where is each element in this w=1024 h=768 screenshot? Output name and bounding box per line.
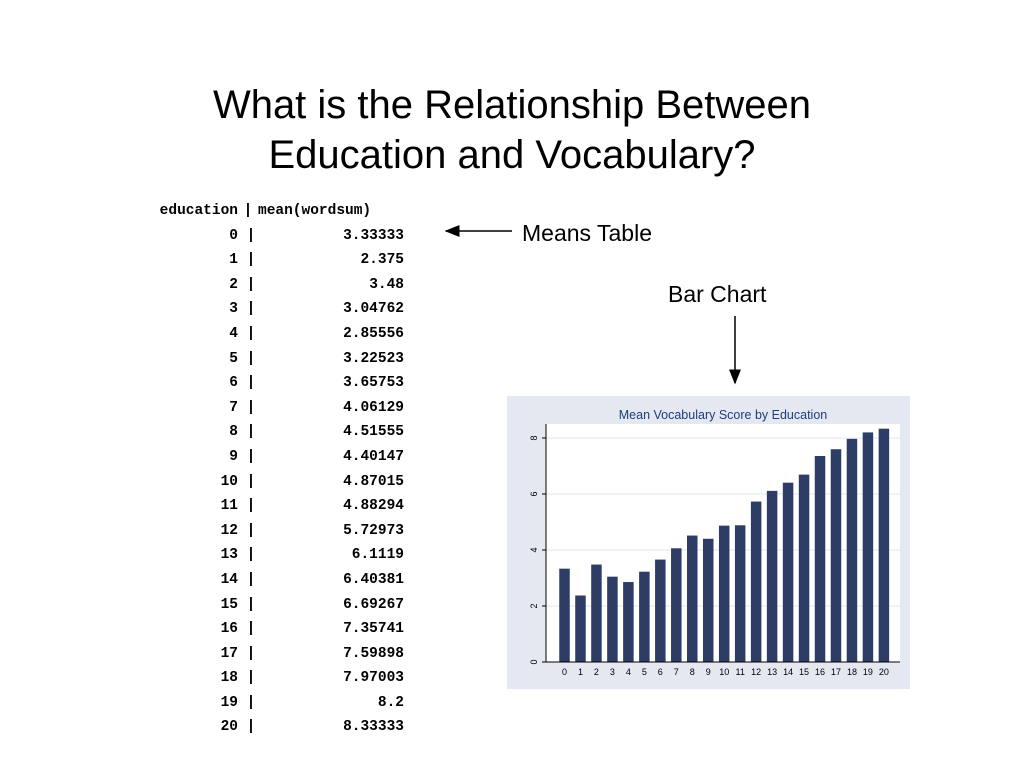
bar-edu-9 (703, 539, 714, 662)
row-separator: | (246, 325, 256, 342)
mean-wordsum-cell: 3.48 (369, 276, 404, 293)
x-tick-label: 10 (719, 667, 730, 677)
x-tick-label: 12 (751, 667, 762, 677)
bar-edu-2 (591, 565, 602, 662)
x-tick-label: 5 (641, 667, 647, 677)
bar-edu-0 (559, 569, 570, 662)
row-separator: | (246, 596, 256, 613)
bar-chart (507, 396, 910, 689)
x-tick-label: 17 (830, 667, 841, 677)
bar-edu-14 (783, 483, 794, 662)
education-cell: 17 (220, 645, 238, 662)
x-tick-label: 13 (767, 667, 778, 677)
bar-edu-5 (639, 572, 650, 662)
education-cell: 14 (220, 571, 238, 588)
row-separator: | (246, 498, 256, 515)
mean-wordsum-cell: 6.40381 (343, 571, 404, 588)
slide-title-line-2: Education and Vocabulary? (268, 133, 756, 177)
education-cell: 7 (229, 399, 238, 416)
row-separator: | (246, 252, 256, 269)
row-separator: | (246, 719, 256, 736)
x-tick-label: 8 (689, 667, 695, 677)
education-cell: 19 (220, 694, 238, 711)
mean-wordsum-cell: 6.69267 (343, 596, 404, 613)
education-cell: 3 (229, 301, 238, 318)
bar-edu-1 (575, 596, 586, 663)
row-separator: | (246, 571, 256, 588)
education-cell: 5 (229, 350, 238, 367)
education-cell: 8 (229, 424, 238, 441)
y-tick-label: 2 (529, 603, 539, 609)
mean-wordsum-cell: 8.33333 (343, 719, 404, 736)
x-tick-label: 16 (815, 667, 826, 677)
education-cell: 10 (220, 473, 238, 490)
bar-edu-16 (815, 456, 826, 662)
education-cell: 11 (220, 498, 238, 515)
row-separator: | (246, 473, 256, 490)
row-separator: | (246, 276, 256, 293)
x-tick-label: 20 (878, 667, 889, 677)
x-tick-label: 3 (609, 667, 615, 677)
education-cell: 4 (229, 325, 238, 342)
bar-edu-8 (687, 536, 698, 662)
x-tick-label: 4 (625, 667, 631, 677)
mean-wordsum-cell: 3.22523 (343, 350, 404, 367)
bar-edu-19 (863, 432, 874, 662)
bar-chart-panel (507, 396, 910, 689)
bar-edu-4 (623, 582, 634, 662)
education-cell: 6 (229, 375, 238, 392)
x-tick-label: 11 (735, 667, 745, 677)
x-tick-label: 6 (657, 667, 663, 677)
y-axis-ticks (529, 435, 546, 664)
mean-wordsum-cell: 3.04762 (343, 301, 404, 318)
x-tick-label: 15 (799, 667, 810, 677)
x-tick-label: 7 (673, 667, 679, 677)
header-mean-wordsum: mean(wordsum) (258, 203, 372, 219)
row-separator: | (246, 424, 256, 441)
row-separator: | (246, 375, 256, 392)
mean-wordsum-cell: 7.59898 (343, 645, 404, 662)
bar-edu-17 (831, 449, 842, 662)
x-axis-ticks (562, 667, 889, 677)
bar-edu-7 (671, 548, 682, 662)
education-cell: 12 (220, 522, 238, 539)
mean-wordsum-cell: 3.65753 (343, 375, 404, 392)
row-separator: | (246, 670, 256, 687)
bar-edu-10 (719, 526, 730, 662)
y-tick-label: 8 (529, 435, 539, 441)
education-cell: 16 (220, 621, 238, 638)
education-cell: 15 (220, 596, 238, 613)
x-tick-label: 0 (561, 667, 568, 677)
row-separator: | (246, 399, 256, 416)
mean-wordsum-cell: 7.35741 (343, 621, 404, 638)
bar-edu-3 (607, 577, 618, 662)
mean-wordsum-cell: 4.40147 (343, 448, 404, 465)
education-cell: 13 (220, 547, 238, 564)
bar-edu-11 (735, 525, 746, 662)
x-tick-label: 1 (577, 667, 583, 677)
bar-edu-18 (847, 439, 858, 662)
row-separator: | (246, 522, 256, 539)
means-table-callout: Means Table (522, 220, 652, 246)
header-separator: | (243, 203, 253, 219)
mean-wordsum-cell: 6.1119 (351, 547, 404, 564)
education-cell: 0 (229, 227, 238, 244)
mean-wordsum-cell: 4.87015 (343, 473, 404, 490)
row-separator: | (246, 301, 256, 318)
row-separator: | (246, 645, 256, 662)
education-cell: 20 (220, 719, 238, 736)
y-tick-label: 4 (529, 547, 539, 553)
mean-wordsum-cell: 7.97003 (343, 670, 404, 687)
x-tick-label: 14 (783, 667, 794, 677)
bar-edu-20 (879, 429, 890, 662)
education-cell: 1 (229, 252, 238, 269)
mean-wordsum-cell: 5.72973 (343, 522, 404, 539)
row-separator: | (246, 350, 256, 367)
education-cell: 2 (229, 276, 238, 293)
education-cell: 18 (220, 670, 238, 687)
row-separator: | (246, 227, 256, 244)
bar-edu-15 (799, 475, 810, 662)
education-cell: 9 (229, 448, 238, 465)
row-separator: | (246, 694, 256, 711)
mean-wordsum-cell: 3.33333 (343, 227, 404, 244)
mean-wordsum-cell: 4.88294 (343, 498, 404, 515)
row-separator: | (246, 621, 256, 638)
y-tick-label: 6 (529, 491, 539, 497)
mean-wordsum-cell: 2.375 (360, 252, 404, 269)
x-tick-label: 18 (846, 667, 857, 677)
header-education: education (159, 203, 238, 219)
row-separator: | (246, 448, 256, 465)
bar-edu-6 (655, 560, 666, 662)
x-tick-label: 19 (862, 667, 873, 677)
mean-wordsum-cell: 2.85556 (343, 325, 404, 342)
mean-wordsum-cell: 4.51555 (343, 424, 404, 441)
x-tick-label: 9 (705, 667, 711, 677)
row-separator: | (246, 547, 256, 564)
slide-title-line-1: What is the Relationship Between (212, 83, 812, 127)
mean-wordsum-cell: 4.06129 (343, 399, 404, 416)
mean-wordsum-cell: 8.2 (377, 694, 404, 711)
x-tick-label: 2 (593, 667, 599, 677)
chart-title: Mean Vocabulary Score by Education (618, 408, 828, 422)
bar-edu-13 (767, 491, 778, 662)
y-tick-label: 0 (529, 659, 539, 665)
bar-edu-12 (751, 502, 762, 662)
bar-chart-callout: Bar Chart (668, 281, 767, 307)
